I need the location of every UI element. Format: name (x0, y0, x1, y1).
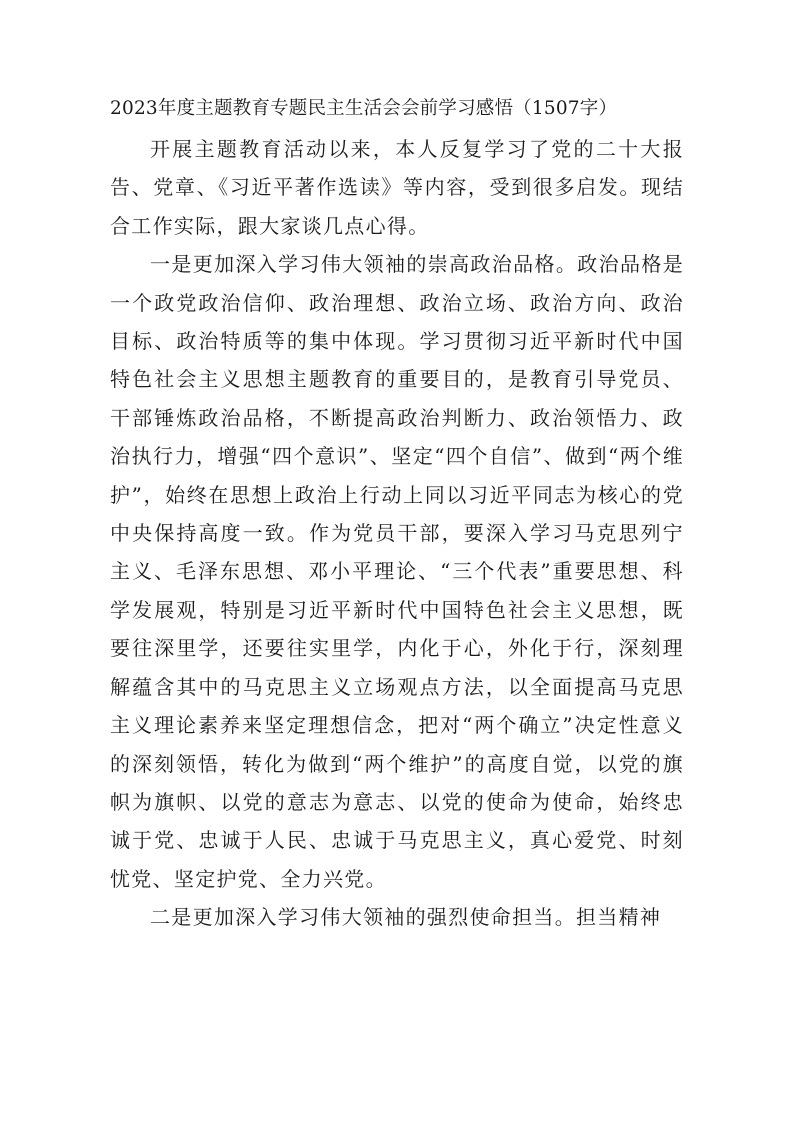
document-title: 2023年度主题教育专题民主生活会会前学习感悟（1507字） (110, 98, 618, 119)
paragraph-intro: 开展主题教育活动以来，本人反复学习了党的二十大报告、党章、《习近平著作选读》等内容，受到很多启发。现结合工作实际，跟大家谈几点心得。 (110, 137, 684, 238)
document-page (110, 92, 684, 937)
paragraph-point-two: 二是更加深入学习伟大领袖的强烈使命担当。担当精神 (150, 905, 662, 930)
paragraph-point-one: 一是更加深入学习伟大领袖的崇高政治品格。政治品格是一个政党政治信仰、政治理想、政治立场、政治方向、政治目标、政治特质等的集中体现。学习贯彻习近平新时代中国特色社会主义思想主题教育的重要目的，是教育引导党员、干部锤炼政治品格，不断提高政治判断力、政治领悟力、政治执行力，增强“四个意识”、坚定“四个自信”、做到“两个维护”，始终在思想上政治上行动上同以习近平同志为核心的党中央保持高度一致。作为党员干部，要深入学习马克思列宁主义、毛泽东思想、邓小平理论、“三个代表”重要思想、科学发展观，特别是习近平新时代中国特色社会主义思想，既要往深里学，还要往实里学，内化于心，外化于行，深刻理解蕴含其中的马克思主义立场观点方法，以全面提高马克思主义理论素养来坚定理想信念，把对“两个确立”决定性意义的深刻领悟，转化为做到“两个维护”的高度自觉，以党的旗帜为旗帜、以党的意志为意志、以党的使命为使命，始终忠诚于党、忠诚于人民、忠诚于马克思主义，真心爱党、时刻忧党、坚定护党、全力兴党。 (110, 252, 684, 891)
